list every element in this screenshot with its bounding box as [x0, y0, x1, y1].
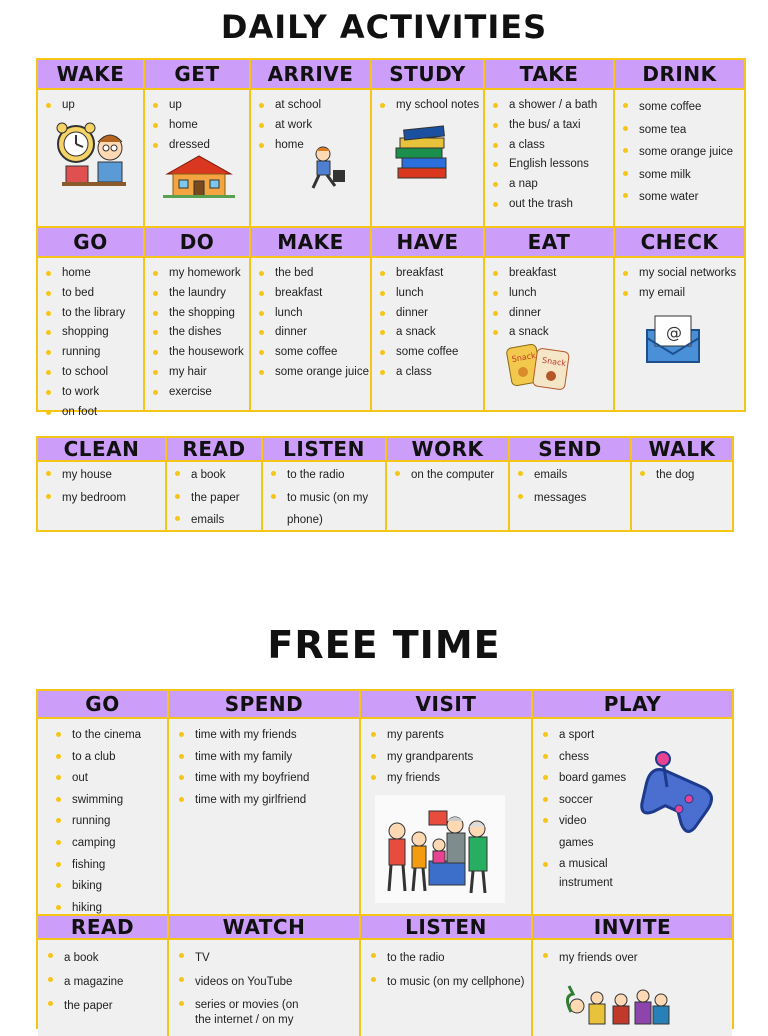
- list-item: a musical instrument: [559, 855, 631, 894]
- cell-take: [483, 60, 613, 226]
- free-row-2: [38, 914, 732, 1036]
- daily-activities-table: [36, 58, 746, 418]
- cell-visit: [359, 691, 531, 914]
- verb-invite: INVITE: [533, 916, 732, 940]
- list-item: soccer: [559, 790, 732, 812]
- list-item: to music (on my cellphone): [387, 970, 531, 994]
- list-item: out: [72, 768, 167, 790]
- cell-invite: [531, 916, 732, 1036]
- cell-make: [249, 228, 370, 410]
- list-item: hiking: [72, 898, 167, 920]
- list-item: some orange juice: [275, 363, 370, 383]
- books-icon: [392, 122, 452, 182]
- daily-row-2: [38, 226, 744, 418]
- verb-take: TAKE: [485, 60, 613, 90]
- list-item: a magazine: [64, 970, 167, 994]
- list-item: to a club: [72, 747, 167, 769]
- list-item: lunch: [396, 284, 483, 304]
- list-item: dressed: [169, 136, 249, 156]
- list-item: out the trash: [509, 195, 613, 215]
- cell-do: [143, 228, 249, 410]
- list-item: messages: [534, 487, 630, 510]
- list-item: breakfast: [275, 284, 370, 304]
- snack-bags-icon: [505, 340, 575, 392]
- list-item: a sport: [559, 725, 732, 747]
- list-item: chess: [559, 747, 732, 769]
- alarm-clock-wakeup-icon: [52, 118, 132, 190]
- verb-play: PLAY: [533, 691, 732, 719]
- list-item: my social networks: [639, 264, 744, 284]
- list-item: at work: [275, 116, 370, 136]
- list-item: my house: [62, 464, 165, 487]
- list-item: the bus/ a taxi: [509, 116, 613, 136]
- list-item: a book: [191, 464, 261, 487]
- list-item: my grandparents: [387, 747, 531, 769]
- list-item: my parents: [387, 725, 531, 747]
- list-item: camping: [72, 833, 167, 855]
- cell-have: [370, 228, 483, 410]
- cell-wake: [38, 60, 143, 226]
- cell-get: [143, 60, 249, 226]
- list-item: at school: [275, 96, 370, 116]
- verb-make: MAKE: [251, 228, 370, 258]
- daily-activities-table-2: [36, 436, 734, 532]
- list-item: running: [72, 811, 167, 833]
- list-item: to the cinema: [72, 725, 167, 747]
- verb-have: HAVE: [372, 228, 483, 258]
- list-item: to work: [62, 383, 143, 403]
- verb-send: SEND: [510, 438, 630, 462]
- list-item: a snack: [396, 323, 483, 343]
- list-item: emails: [191, 509, 261, 532]
- list-item: TV: [195, 946, 359, 970]
- house-icon: [163, 154, 235, 198]
- list-item: shopping: [62, 323, 143, 343]
- list-item: time with my family: [195, 747, 359, 769]
- verb-check: CHECK: [615, 228, 744, 258]
- list-item: time with my boyfriend: [195, 768, 359, 790]
- verb-listen: LISTEN: [263, 438, 385, 462]
- list-item: dinner: [396, 304, 483, 324]
- list-item: exercise: [169, 383, 249, 403]
- verb-wake: WAKE: [38, 60, 143, 90]
- verb-get: GET: [145, 60, 249, 90]
- list-item: some tea: [639, 119, 744, 142]
- list-item: a nap: [509, 175, 613, 195]
- list-item: my email: [639, 284, 744, 304]
- list-item: the dishes: [169, 323, 249, 343]
- verb-free-go: GO: [38, 691, 167, 719]
- cell-watch: [167, 916, 359, 1036]
- list-item: a shower / a bath: [509, 96, 613, 116]
- running-boy-icon: [305, 146, 351, 194]
- verb-work: WORK: [387, 438, 508, 462]
- cell-clean: [38, 438, 165, 530]
- list-item: on the computer: [411, 464, 508, 487]
- cell-arrive: [249, 60, 370, 226]
- email-at-symbol: @: [666, 323, 682, 342]
- list-item: up: [169, 96, 249, 116]
- list-item: my friends over: [559, 946, 732, 970]
- list-item: some water: [639, 186, 744, 209]
- family-visit-icon: [375, 795, 505, 903]
- list-item: the paper: [191, 487, 261, 510]
- list-item: breakfast: [396, 264, 483, 284]
- list-item: breakfast: [509, 264, 613, 284]
- cell-check: [613, 228, 744, 410]
- list-item: swimming: [72, 790, 167, 812]
- cell-send: [508, 438, 630, 530]
- verb-go: GO: [38, 228, 143, 258]
- list-item: some orange juice: [639, 141, 744, 164]
- list-item: English lessons: [509, 155, 613, 175]
- party-friends-icon: [563, 986, 673, 1026]
- list-item: lunch: [509, 284, 613, 304]
- list-item: time with my friends: [195, 725, 359, 747]
- list-item: home: [169, 116, 249, 136]
- daily-row-3: [38, 438, 732, 530]
- cell-listen: [261, 438, 385, 530]
- list-item: running: [62, 343, 143, 363]
- snack-label-right: Snack: [541, 355, 567, 368]
- free-time-table: [36, 689, 734, 1029]
- list-item: my friends: [387, 768, 531, 790]
- verb-spend: SPEND: [169, 691, 359, 719]
- list-item: some coffee: [639, 96, 744, 119]
- list-item: videos on YouTube: [195, 970, 359, 994]
- list-item: emails: [534, 464, 630, 487]
- gamepad-icon: [633, 747, 715, 833]
- list-item: time with my girlfriend: [195, 790, 359, 812]
- title-daily-activities: DAILY ACTIVITIES: [220, 8, 548, 46]
- cell-go: [38, 228, 143, 418]
- list-item: to the radio: [287, 464, 385, 487]
- verb-read: READ: [167, 438, 261, 462]
- list-item: a class: [509, 136, 613, 156]
- list-item: video games: [559, 811, 619, 854]
- cell-free-listen: [359, 916, 531, 1036]
- verb-clean: CLEAN: [38, 438, 165, 462]
- list-item: lunch: [275, 304, 370, 324]
- list-item: a book: [64, 946, 167, 970]
- list-item: home: [275, 136, 370, 156]
- cell-drink: [613, 60, 744, 226]
- list-item: my school notes: [396, 96, 483, 116]
- list-item: a snack: [509, 323, 613, 343]
- verb-arrive: ARRIVE: [251, 60, 370, 90]
- verb-eat: EAT: [485, 228, 613, 258]
- cell-study: [370, 60, 483, 226]
- verb-walk: WALK: [632, 438, 732, 462]
- cell-free-go: [38, 691, 167, 914]
- list-item: the paper: [64, 994, 167, 1018]
- list-item: to the library: [62, 304, 143, 324]
- list-item: home: [62, 264, 143, 284]
- list-item: the dog: [656, 464, 732, 487]
- verb-drink: DRINK: [615, 60, 744, 90]
- verb-visit: VISIT: [361, 691, 531, 719]
- list-item: a class: [396, 363, 483, 383]
- list-item: some coffee: [275, 343, 370, 363]
- cell-play: [531, 691, 732, 914]
- verb-study: STUDY: [372, 60, 483, 90]
- email-envelope-icon: [645, 314, 701, 364]
- title-free-time: FREE TIME: [267, 623, 501, 667]
- list-item: some coffee: [396, 343, 483, 363]
- list-item: fishing: [72, 855, 167, 877]
- list-item: on foot: [62, 403, 143, 423]
- verb-free-read: READ: [38, 916, 167, 940]
- free-row-1: [38, 691, 732, 914]
- list-item: my hair: [169, 363, 249, 383]
- list-item: dinner: [509, 304, 613, 324]
- list-item: some milk: [639, 164, 744, 187]
- list-item: board games: [559, 768, 732, 790]
- daily-row-1: [38, 60, 744, 226]
- snack-label-left: Snack: [511, 350, 537, 364]
- verb-do: DO: [145, 228, 249, 258]
- list-item: the housework: [169, 343, 249, 363]
- list-item: to school: [62, 363, 143, 383]
- cell-free-read: [38, 916, 167, 1036]
- list-item: dinner: [275, 323, 370, 343]
- list-item: my bedroom: [62, 487, 165, 510]
- list-item: the laundry: [169, 284, 249, 304]
- list-item: my homework: [169, 264, 249, 284]
- list-item: series or movies (on the internet / on my: [195, 994, 311, 1028]
- verb-watch: WATCH: [169, 916, 359, 940]
- list-item: to music (on my phone): [287, 487, 385, 532]
- list-item: the bed: [275, 264, 370, 284]
- list-item: to the radio: [387, 946, 531, 970]
- cell-work: [385, 438, 508, 530]
- list-item: up: [62, 96, 143, 116]
- list-item: biking: [72, 876, 167, 898]
- verb-free-listen: LISTEN: [361, 916, 531, 940]
- cell-eat: [483, 228, 613, 410]
- list-item: the shopping: [169, 304, 249, 324]
- cell-read: [165, 438, 261, 530]
- cell-walk: [630, 438, 732, 530]
- cell-spend: [167, 691, 359, 914]
- list-item: to bed: [62, 284, 143, 304]
